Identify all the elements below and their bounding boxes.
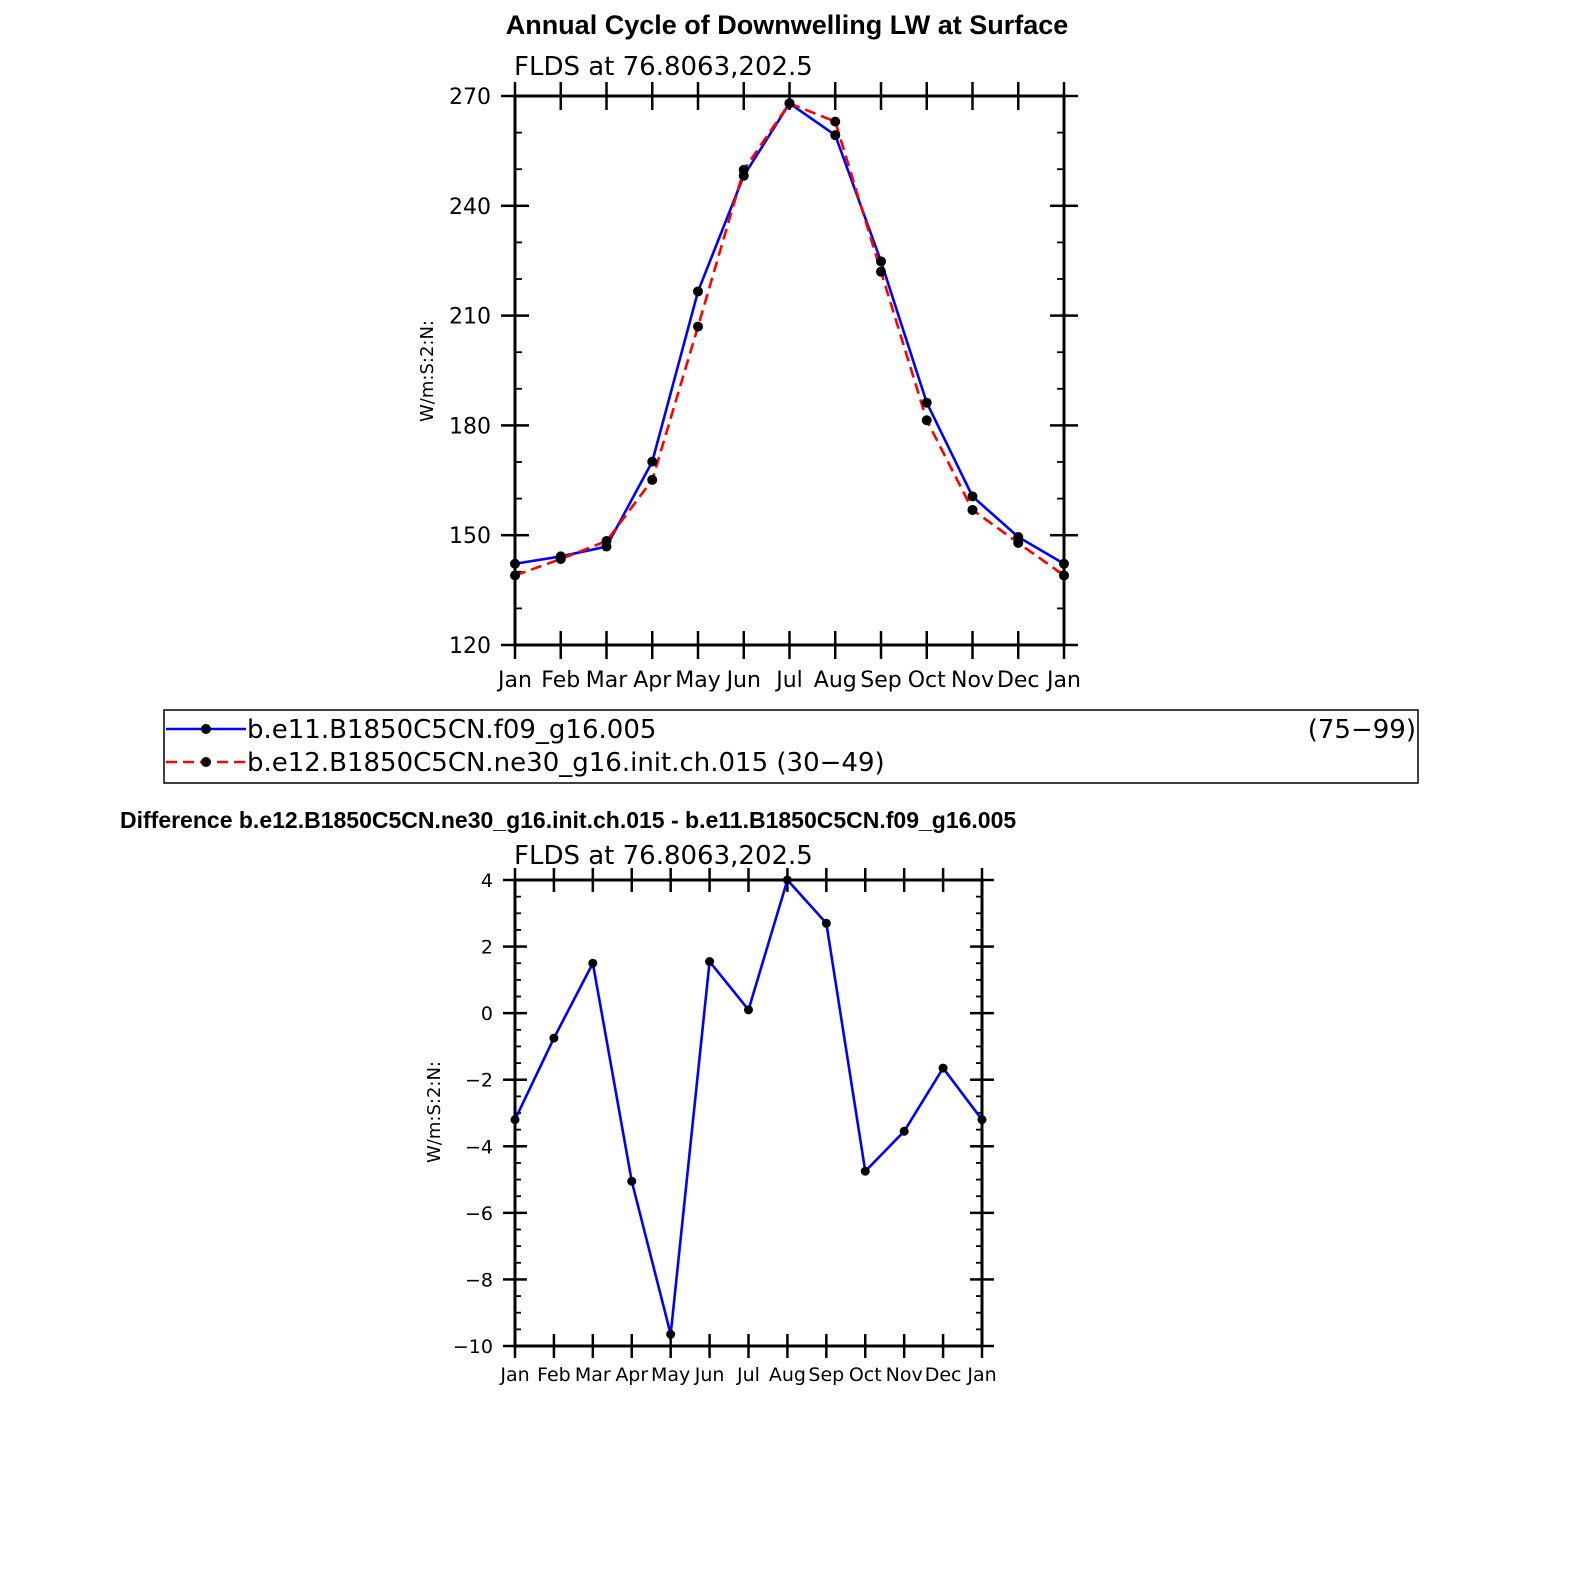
top-chart-ylabel: W/m:S:2:N:: [417, 320, 438, 422]
top-chart-xtick-label: Feb: [541, 668, 581, 693]
bottom-chart-data-point: [588, 959, 597, 968]
bottom-chart-data-point: [900, 1127, 909, 1136]
bottom-chart-data-point: [627, 1177, 636, 1186]
top-chart-data-point: [510, 559, 520, 569]
top-chart-data-point: [1059, 570, 1069, 580]
top-chart-ytick-label: 180: [449, 414, 491, 440]
bottom-chart-ytick-label: −6: [464, 1202, 493, 1225]
top-chart-xtick-label: Jul: [776, 668, 803, 693]
bottom-chart-ytick-label: 4: [480, 870, 493, 892]
bottom-chart-ytick-label: 0: [480, 1003, 493, 1026]
bottom-chart-subtitle: FLDS at 76.8063,202.5: [514, 841, 813, 871]
top-chart-data-point: [830, 117, 840, 127]
bottom-chart-data-point: [822, 919, 831, 928]
top-chart-ytick-label: 210: [449, 304, 491, 330]
bottom-chart-xtick-label: Oct: [848, 1364, 882, 1386]
bottom-chart-ytick-label: 2: [480, 936, 493, 959]
bottom-chart-data-point: [705, 957, 714, 966]
bottom-chart-xtick-label: Mar: [574, 1364, 611, 1386]
top-chart-ytick-label: 120: [449, 634, 491, 659]
top-chart-data-point: [785, 98, 795, 108]
top-chart-title: Annual Cycle of Downwelling LW at Surface: [505, 10, 1069, 40]
bottom-chart-xtick-label: Jan: [967, 1364, 997, 1386]
bottom-chart-plot-frame: [515, 880, 982, 1346]
legend-entry-2-name: b.e12.B1850C5CN.ne30_g16.init.ch.015 (30−49): [247, 748, 885, 778]
top-chart-ticks: [449, 82, 1081, 693]
bottom-chart-title: Difference b.e12.B1850C5CN.ne30_g16.init.ch.015 - b.e11.B1850C5CN.f09_g16.005: [120, 807, 1017, 833]
top-chart-xtick-label: Oct: [907, 668, 946, 693]
top-chart-data-point: [602, 536, 612, 546]
top-chart-data-point: [647, 457, 657, 467]
legend-marker-dashed: [201, 757, 211, 767]
top-chart-xtick-label: Aug: [813, 668, 857, 693]
bottom-chart-data-point: [861, 1167, 870, 1176]
bottom-chart-xtick-label: Jul: [737, 1364, 760, 1386]
top-chart-xtick-label: Jan: [1047, 668, 1081, 693]
top-chart-data-point: [922, 398, 932, 408]
top-chart-data-point: [876, 267, 886, 277]
top-chart-xtick-label: Sep: [860, 668, 902, 693]
legend-entry-1-years: (75−99): [1307, 715, 1416, 745]
bottom-chart-ticks: [453, 868, 997, 1386]
bottom-chart-xtick-label: Sep: [808, 1364, 845, 1386]
top-chart-data-point: [876, 256, 886, 266]
top-chart-plot-frame: [515, 96, 1064, 645]
bottom-chart-ytick-label: −8: [464, 1269, 493, 1292]
bottom-chart-data-point: [744, 1005, 753, 1014]
bottom-chart-xtick-label: May: [651, 1364, 691, 1386]
bottom-chart-xtick-label: Jan: [500, 1364, 530, 1386]
top-chart-xtick-label: Jan: [498, 668, 532, 693]
bottom-chart-xtick-label: Jun: [694, 1364, 725, 1386]
top-chart-ytick-label: 270: [449, 85, 491, 110]
bottom-chart-xtick-label: Apr: [615, 1364, 649, 1386]
bottom-chart-ytick-label: −4: [464, 1136, 493, 1159]
top-chart-data-point: [693, 322, 703, 332]
top-chart-series-line-1: [515, 103, 1064, 563]
bottom-chart-ytick-label: −2: [464, 1069, 493, 1092]
top-chart-data-point: [693, 286, 703, 296]
top-chart-xtick-label: May: [675, 668, 721, 693]
top-chart-xtick-label: Apr: [633, 668, 672, 693]
top-chart-data-point: [922, 415, 932, 425]
bottom-chart-data-point: [783, 876, 792, 885]
top-chart-data-point: [968, 491, 978, 501]
bottom-chart-data-point: [978, 1115, 987, 1124]
bottom-chart-data-point: [511, 1115, 520, 1124]
bottom-chart-xtick-label: Dec: [924, 1364, 962, 1386]
top-chart-xtick-label: Jun: [726, 668, 761, 693]
top-chart-data-point: [739, 165, 749, 175]
top-chart-data-point: [1013, 538, 1023, 548]
top-chart-ytick-label: 150: [449, 524, 491, 550]
top-chart-ytick-label: 240: [449, 194, 491, 220]
legend-entry-1-name: b.e11.B1850C5CN.f09_g16.005: [247, 715, 657, 745]
top-chart-xtick-label: Nov: [951, 668, 994, 693]
bottom-chart-ytick-label: −10: [452, 1336, 493, 1358]
bottom-chart-xtick-label: Nov: [885, 1364, 923, 1386]
legend-marker-solid: [201, 724, 211, 734]
bottom-chart-data-point: [939, 1064, 948, 1073]
top-chart-xtick-label: Dec: [996, 668, 1040, 693]
bottom-chart-ylabel: W/m:S:2:N:: [424, 1061, 445, 1163]
top-chart-data-point: [510, 570, 520, 580]
top-chart-data-point: [647, 475, 657, 485]
bottom-chart-data-point: [666, 1330, 675, 1339]
top-chart-xtick-label: Mar: [585, 668, 628, 693]
top-chart-subtitle: FLDS at 76.8063,202.5: [514, 52, 813, 82]
bottom-chart-data-point: [549, 1034, 558, 1043]
bottom-chart-xtick-label: Aug: [768, 1364, 806, 1386]
top-chart-series: [510, 98, 1069, 580]
legend: [164, 710, 1418, 783]
top-chart-data-point: [830, 130, 840, 140]
top-chart-data-point: [968, 505, 978, 515]
top-chart-data-point: [556, 554, 566, 564]
bottom-chart-series: [511, 876, 987, 1339]
bottom-chart-series-line-1: [515, 880, 982, 1334]
bottom-chart-xtick-label: Feb: [537, 1364, 571, 1386]
top-chart-data-point: [1059, 559, 1069, 569]
